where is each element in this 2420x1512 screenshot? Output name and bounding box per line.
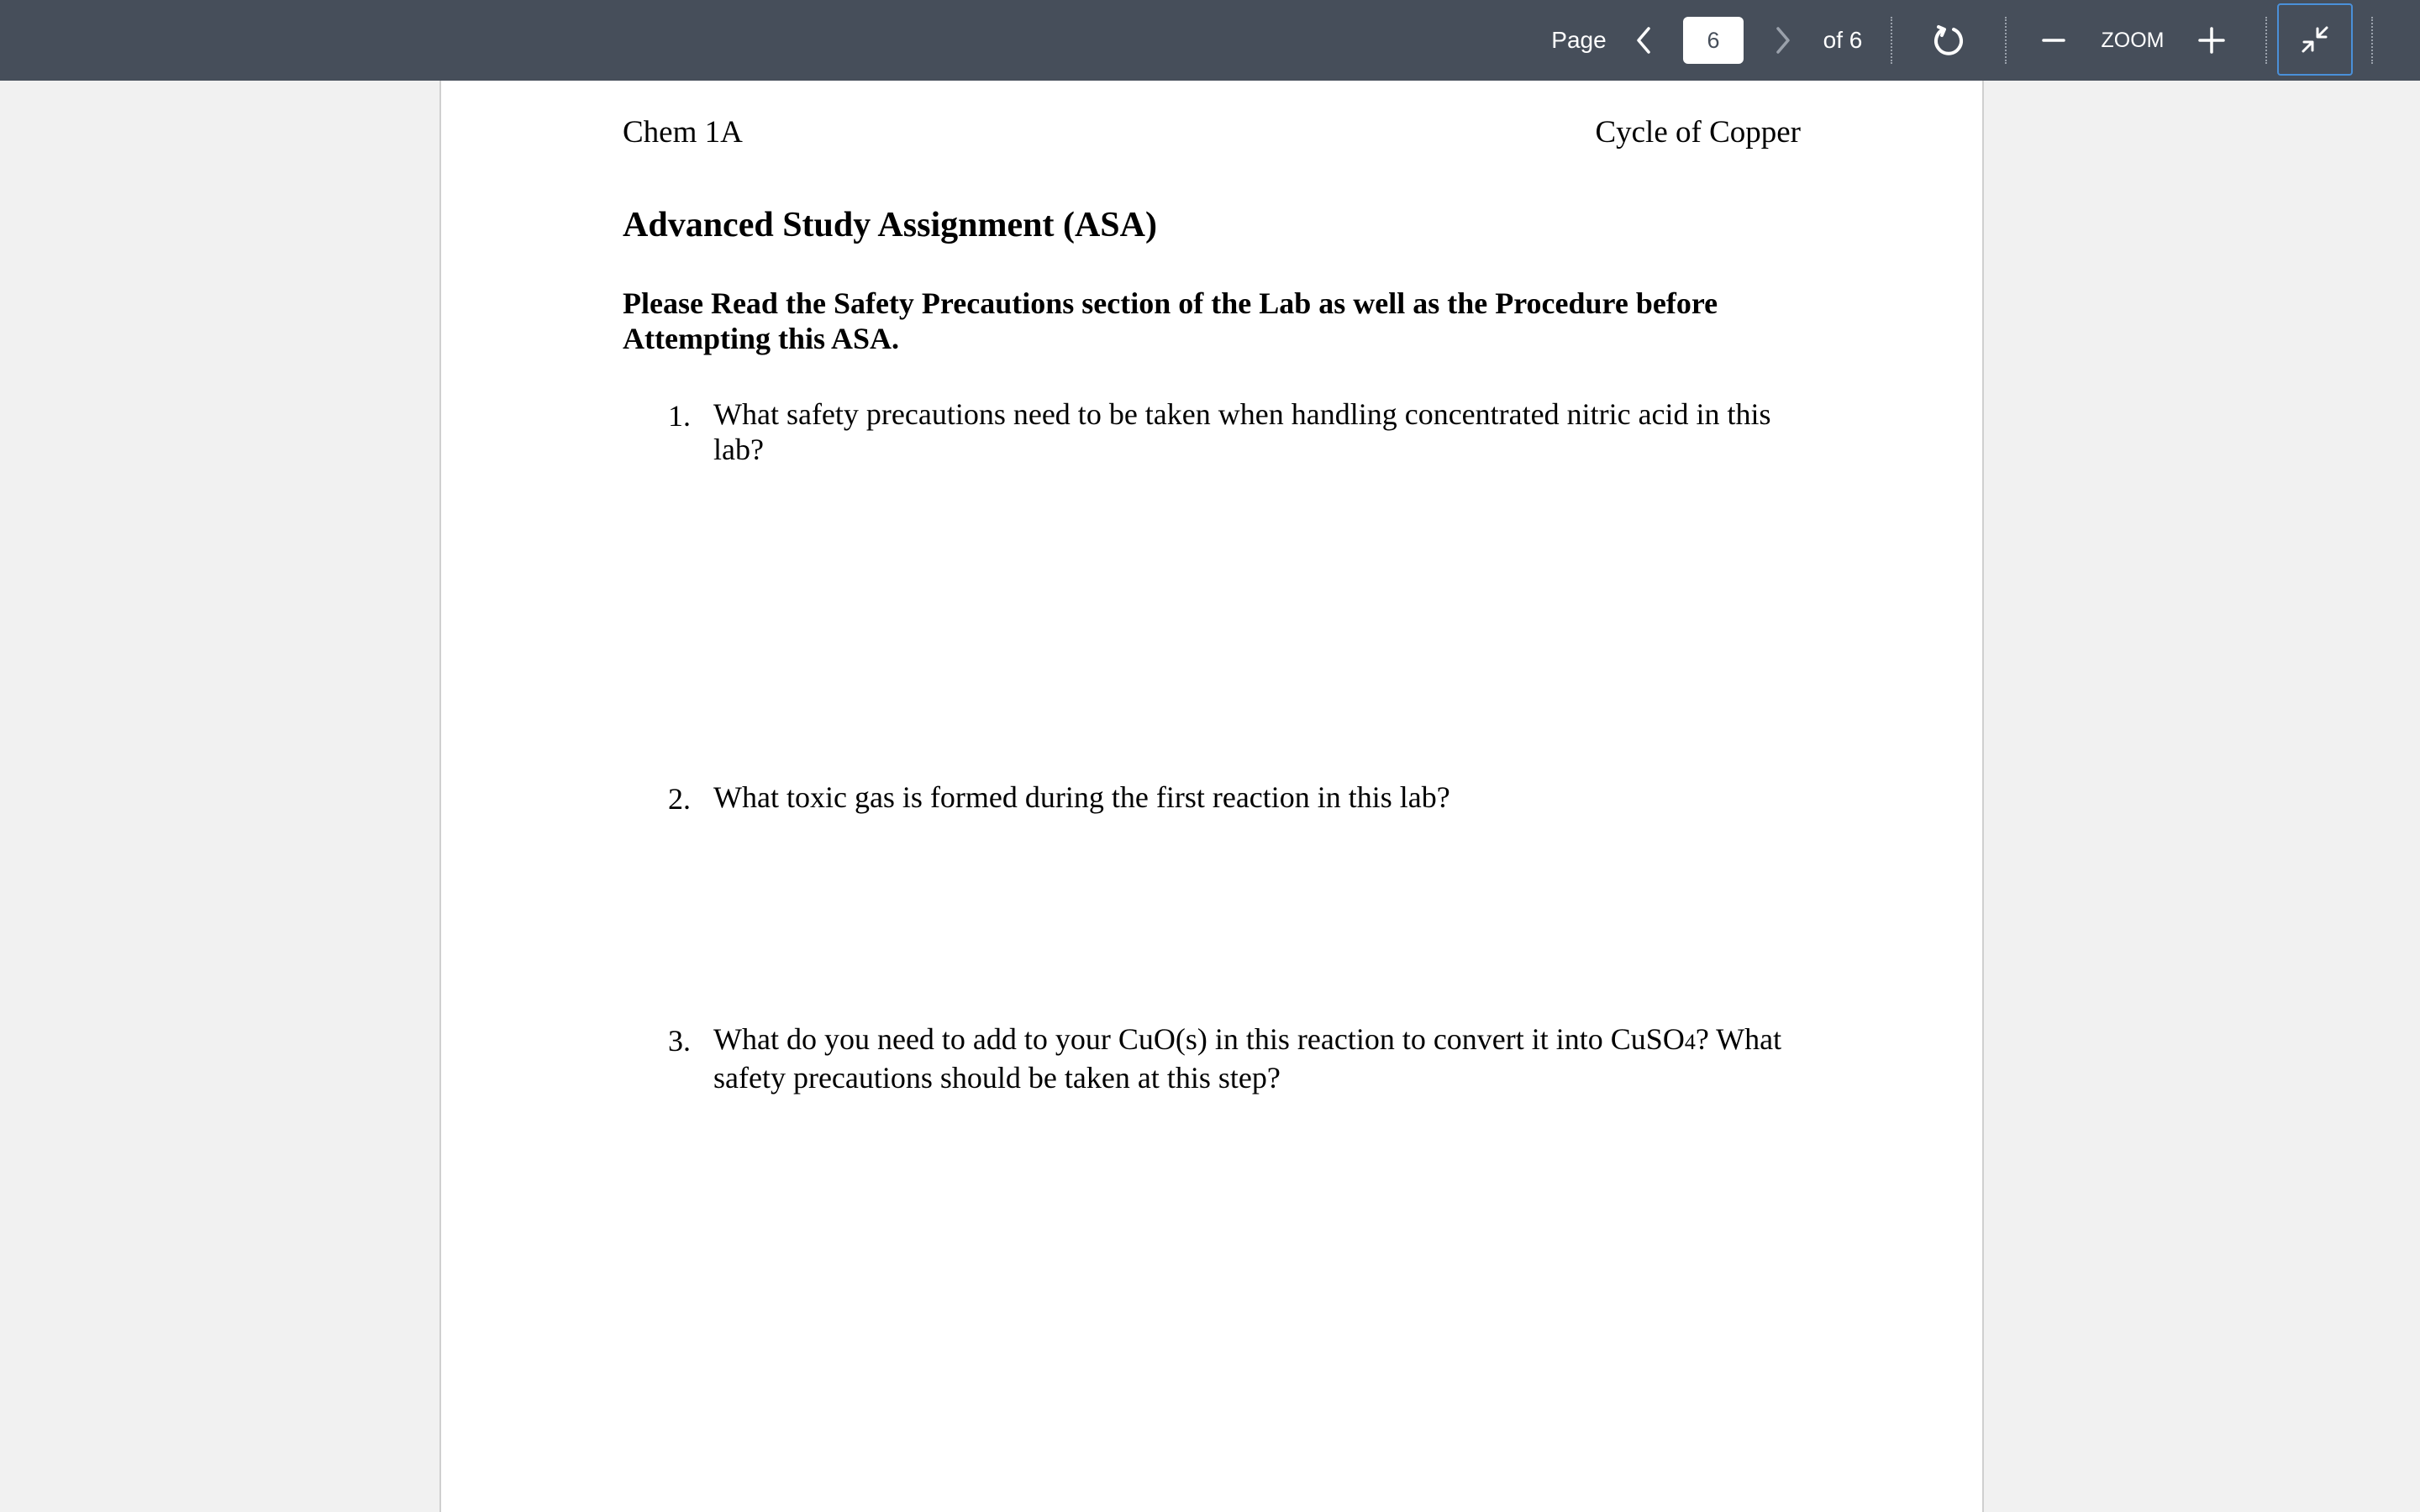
toolbar-divider: [2005, 17, 2007, 64]
minus-icon: [2041, 28, 2066, 53]
chevron-left-icon: [1634, 26, 1653, 55]
zoom-in-button[interactable]: [2195, 0, 2228, 81]
chevron-right-icon: [1774, 26, 1792, 55]
instruction-text: Please Read the Safety Precautions section of the Lab as well as the Procedure before Attempting this ASA.: [623, 286, 1718, 355]
pdf-toolbar: [0, 0, 2420, 81]
zoom-out-button[interactable]: [2039, 0, 2069, 81]
document-page: [439, 81, 1984, 1512]
page-number-input[interactable]: [1683, 17, 1744, 64]
question-number: 2.: [668, 782, 691, 816]
toolbar-divider: [1891, 17, 1892, 64]
question-number: 3.: [668, 1024, 691, 1058]
toolbar-divider: [2265, 17, 2267, 64]
rotate-button[interactable]: [1929, 0, 1968, 81]
previous-page-button[interactable]: [1627, 0, 1660, 81]
page-label: [1549, 0, 1609, 81]
collapse-icon: [2298, 23, 2332, 56]
page-total: [1820, 0, 1865, 81]
lab-title-header: Cycle of Copper: [1595, 115, 1801, 150]
question-text-part: What do you need to add to your CuO(s) in this reaction to convert it into CuSO: [713, 1022, 1685, 1056]
assignment-title: Advanced Study Assignment (ASA): [623, 206, 1157, 244]
question-text-part: ? What safety precautions should be taken at this step?: [713, 1022, 1782, 1095]
subscript-text: 4: [1684, 1030, 1696, 1054]
zoom-label-text: ZOOM: [2101, 28, 2165, 52]
next-page-button[interactable]: [1766, 0, 1800, 81]
exit-fullscreen-button[interactable]: [2277, 3, 2353, 76]
question-text: [713, 1021, 1823, 1095]
question-text: What toxic gas is formed during the first reaction in this lab?: [713, 780, 1450, 814]
question-number: 1.: [668, 399, 691, 433]
page-total-text: of 6: [1823, 27, 1863, 53]
toolbar-divider: [2371, 17, 2373, 64]
rotate-icon: [1931, 23, 1966, 58]
zoom-label: [2094, 0, 2171, 81]
document-viewer[interactable]: [0, 81, 2420, 1512]
page-label-text: Page: [1551, 27, 1607, 53]
course-header: Chem 1A: [623, 115, 743, 150]
plus-icon: [2197, 26, 2226, 55]
question-text: What safety precautions need to be taken when handling concentrated nitric acid in this lab?: [713, 397, 1771, 466]
